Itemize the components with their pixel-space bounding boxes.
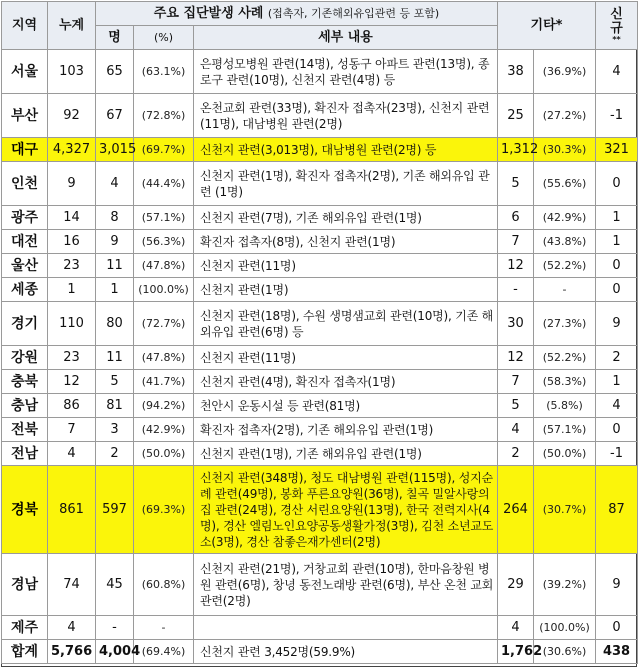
pct-cell: (41.7%) bbox=[134, 370, 194, 394]
detail-cell: 신천지 관련(3,013명), 대남병원 관련(2명) 등 bbox=[194, 138, 498, 162]
new-cell: 9 bbox=[596, 554, 638, 616]
total-cell: 4 bbox=[48, 616, 96, 640]
other-cell: 5 bbox=[498, 394, 534, 418]
total-cell: 4 bbox=[48, 442, 96, 466]
pct-cell: (56.3%) bbox=[134, 230, 194, 254]
total-cell: 1 bbox=[48, 278, 96, 302]
total-cell: 110 bbox=[48, 302, 96, 346]
table-row bbox=[2, 442, 638, 466]
region-cell: 전남 bbox=[2, 442, 48, 466]
new-cell: 438 bbox=[596, 640, 638, 664]
header-row-1 bbox=[2, 2, 638, 26]
region-cell: 경기 bbox=[2, 302, 48, 346]
detail-cell: 신천지 관련(4명), 확진자 접촉자(1명) bbox=[194, 370, 498, 394]
new-cell: 1 bbox=[596, 206, 638, 230]
other-cell: 4 bbox=[498, 418, 534, 442]
new-cell: 0 bbox=[596, 162, 638, 206]
table-row bbox=[2, 138, 638, 162]
region-cell: 서울 bbox=[2, 50, 48, 94]
other-pct-cell: (43.8%) bbox=[534, 230, 596, 254]
header-count: 명 bbox=[96, 26, 134, 50]
other-cell: 12 bbox=[498, 346, 534, 370]
count-cell: 11 bbox=[96, 254, 134, 278]
table-row bbox=[2, 394, 638, 418]
new-cell: -1 bbox=[596, 442, 638, 466]
count-cell: 1 bbox=[96, 278, 134, 302]
other-pct-cell: (39.2%) bbox=[534, 554, 596, 616]
header-other: 기타* bbox=[498, 2, 596, 50]
cluster-cases-table bbox=[1, 1, 638, 664]
table-row bbox=[2, 302, 638, 346]
detail-cell: 확진자 접촉자(8명), 신천지 관련(1명) bbox=[194, 230, 498, 254]
pct-cell: (60.8%) bbox=[134, 554, 194, 616]
pct-cell: (100.0%) bbox=[134, 278, 194, 302]
region-cell: 강원 bbox=[2, 346, 48, 370]
pct-cell: (72.7%) bbox=[134, 302, 194, 346]
region-cell: 제주 bbox=[2, 616, 48, 640]
region-cell: 전북 bbox=[2, 418, 48, 442]
pct-cell: (57.1%) bbox=[134, 206, 194, 230]
pct-cell: (69.3%) bbox=[134, 466, 194, 554]
table-row bbox=[2, 254, 638, 278]
region-cell: 부산 bbox=[2, 94, 48, 138]
detail-cell: 신천지 관련(7명), 기존 해외유입 관련(1명) bbox=[194, 206, 498, 230]
detail-cell: 신천지 관련(21명), 거창교회 관련(10명), 한마음창원 병원 관련(6명), 창녕 동전노래방 관련(6명), 부산 온천 교회 관련(2명) bbox=[194, 554, 498, 616]
new-cell: 4 bbox=[596, 394, 638, 418]
other-pct-cell: (55.6%) bbox=[534, 162, 596, 206]
pct-cell: (50.0%) bbox=[134, 442, 194, 466]
region-cell: 합계 bbox=[2, 640, 48, 664]
total-cell: 103 bbox=[48, 50, 96, 94]
count-cell: 67 bbox=[96, 94, 134, 138]
new-cell: 2 bbox=[596, 346, 638, 370]
new-cell: 4 bbox=[596, 50, 638, 94]
detail-cell: 신천지 관련(348명), 청도 대남병원 관련(115명), 성지순례 관련(49명), 봉화 푸른요양원(36명), 칠곡 밀알사랑의집 관련(24명), 경산 서린요양원(13명), 한국 전력지사(4명), 경산 엘림노인요양공동생활가정(3명), 김천 소년교도소(3명), 경산 참좋은재가센터(2명) bbox=[194, 466, 498, 554]
count-cell: 597 bbox=[96, 466, 134, 554]
total-cell: 23 bbox=[48, 346, 96, 370]
detail-cell: 천안시 운동시설 등 관련(81명) bbox=[194, 394, 498, 418]
other-cell: 5 bbox=[498, 162, 534, 206]
table-row bbox=[2, 50, 638, 94]
new-cell: 9 bbox=[596, 302, 638, 346]
table-row bbox=[2, 346, 638, 370]
other-pct-cell: (30.3%) bbox=[534, 138, 596, 162]
table-row bbox=[2, 466, 638, 554]
table-body bbox=[2, 50, 638, 664]
pct-cell: (47.8%) bbox=[134, 254, 194, 278]
count-cell: 45 bbox=[96, 554, 134, 616]
total-row bbox=[2, 640, 638, 664]
detail-cell: 신천지 관련(11명) bbox=[194, 346, 498, 370]
other-pct-cell: (58.3%) bbox=[534, 370, 596, 394]
region-cell: 충남 bbox=[2, 394, 48, 418]
count-cell: 80 bbox=[96, 302, 134, 346]
detail-cell: 신천지 관련 3,452명(59.9%) bbox=[194, 640, 498, 664]
count-cell: 4 bbox=[96, 162, 134, 206]
table-row bbox=[2, 206, 638, 230]
table-row bbox=[2, 230, 638, 254]
detail-cell: 신천지 관련(1명), 확진자 접촉자(2명), 기존 해외유입 관련 (1명) bbox=[194, 162, 498, 206]
table-row bbox=[2, 94, 638, 138]
region-cell: 광주 bbox=[2, 206, 48, 230]
count-cell: 4,004 bbox=[96, 640, 134, 664]
other-cell: 2 bbox=[498, 442, 534, 466]
table-row bbox=[2, 162, 638, 206]
other-cell: 6 bbox=[498, 206, 534, 230]
other-cell: 7 bbox=[498, 230, 534, 254]
region-cell: 대전 bbox=[2, 230, 48, 254]
other-cell: 264 bbox=[498, 466, 534, 554]
other-cell: 38 bbox=[498, 50, 534, 94]
total-cell: 23 bbox=[48, 254, 96, 278]
other-pct-cell: (100.0%) bbox=[534, 616, 596, 640]
detail-cell: 신천지 관련(1명) bbox=[194, 278, 498, 302]
pct-cell: (44.4%) bbox=[134, 162, 194, 206]
other-cell: 1,762 bbox=[498, 640, 534, 664]
pct-cell: (42.9%) bbox=[134, 418, 194, 442]
detail-cell: 신천지 관련(11명) bbox=[194, 254, 498, 278]
count-cell: 5 bbox=[96, 370, 134, 394]
detail-cell bbox=[194, 616, 498, 640]
region-cell: 대구 bbox=[2, 138, 48, 162]
other-pct-cell: (50.0%) bbox=[534, 442, 596, 466]
other-pct-cell: (27.3%) bbox=[534, 302, 596, 346]
count-cell: 2 bbox=[96, 442, 134, 466]
header-new-line2: 규 bbox=[610, 20, 623, 36]
detail-cell: 신천지 관련(18명), 수원 생명샘교회 관련(10명), 기존 해외유입 관련(6명) 등 bbox=[194, 302, 498, 346]
total-cell: 12 bbox=[48, 370, 96, 394]
header-new-note: ** bbox=[612, 34, 621, 44]
header-region: 지역 bbox=[2, 2, 48, 50]
pct-cell: (69.7%) bbox=[134, 138, 194, 162]
region-cell: 인천 bbox=[2, 162, 48, 206]
other-cell: 30 bbox=[498, 302, 534, 346]
table-row bbox=[2, 370, 638, 394]
other-pct-cell: (27.2%) bbox=[534, 94, 596, 138]
other-cell: 12 bbox=[498, 254, 534, 278]
pct-cell: (47.8%) bbox=[134, 346, 194, 370]
region-cell: 울산 bbox=[2, 254, 48, 278]
total-cell: 16 bbox=[48, 230, 96, 254]
other-pct-cell: - bbox=[534, 278, 596, 302]
total-cell: 4,327 bbox=[48, 138, 96, 162]
detail-cell: 신천지 관련(1명), 기존 해외유입 관련(1명) bbox=[194, 442, 498, 466]
detail-cell: 온천교회 관련(33명), 확진자 접촉자(23명), 신천지 관련(11명), 대남병원 관련(2명) bbox=[194, 94, 498, 138]
header-new bbox=[596, 2, 638, 50]
new-cell: 0 bbox=[596, 254, 638, 278]
count-cell: 65 bbox=[96, 50, 134, 94]
new-cell: 0 bbox=[596, 418, 638, 442]
detail-cell: 확진자 접촉자(2명), 기존 해외유입 관련(1명) bbox=[194, 418, 498, 442]
header-pct: (%) bbox=[134, 26, 194, 50]
count-cell: 8 bbox=[96, 206, 134, 230]
other-cell: 29 bbox=[498, 554, 534, 616]
count-cell: - bbox=[96, 616, 134, 640]
other-pct-cell: (36.9%) bbox=[534, 50, 596, 94]
pct-cell: - bbox=[134, 616, 194, 640]
other-pct-cell: (52.2%) bbox=[534, 346, 596, 370]
new-cell: 321 bbox=[596, 138, 638, 162]
region-cell: 세종 bbox=[2, 278, 48, 302]
other-pct-cell: (5.8%) bbox=[534, 394, 596, 418]
header-major-cases bbox=[96, 2, 498, 26]
header-total: 누계 bbox=[48, 2, 96, 50]
count-cell: 9 bbox=[96, 230, 134, 254]
table-row bbox=[2, 554, 638, 616]
new-cell: -1 bbox=[596, 94, 638, 138]
region-cell: 경북 bbox=[2, 466, 48, 554]
total-cell: 5,766 bbox=[48, 640, 96, 664]
total-cell: 14 bbox=[48, 206, 96, 230]
other-cell: 4 bbox=[498, 616, 534, 640]
detail-cell: 은평성모병원 관련(14명), 성동구 아파트 관련(13명), 종로구 관련(10명), 신천지 관련(4명) 등 bbox=[194, 50, 498, 94]
table-row bbox=[2, 278, 638, 302]
pct-cell: (72.8%) bbox=[134, 94, 194, 138]
count-cell: 3 bbox=[96, 418, 134, 442]
new-cell: 1 bbox=[596, 230, 638, 254]
new-cell: 87 bbox=[596, 466, 638, 554]
total-cell: 86 bbox=[48, 394, 96, 418]
count-cell: 3,015 bbox=[96, 138, 134, 162]
table-row bbox=[2, 616, 638, 640]
other-cell: 1,312 bbox=[498, 138, 534, 162]
header-major-cases-note: (접촉자, 기존해외유입관련 등 포함) bbox=[267, 6, 440, 20]
total-cell: 74 bbox=[48, 554, 96, 616]
pct-cell: (69.4%) bbox=[134, 640, 194, 664]
header-major-cases-title: 주요 집단발생 사례 bbox=[153, 5, 264, 21]
new-cell: 0 bbox=[596, 278, 638, 302]
count-cell: 11 bbox=[96, 346, 134, 370]
total-cell: 92 bbox=[48, 94, 96, 138]
other-cell: 7 bbox=[498, 370, 534, 394]
other-pct-cell: (57.1%) bbox=[534, 418, 596, 442]
total-cell: 861 bbox=[48, 466, 96, 554]
other-pct-cell: (42.9%) bbox=[534, 206, 596, 230]
other-pct-cell: (30.6%) bbox=[534, 640, 596, 664]
other-cell: 25 bbox=[498, 94, 534, 138]
pct-cell: (63.1%) bbox=[134, 50, 194, 94]
region-cell: 경남 bbox=[2, 554, 48, 616]
pct-cell: (94.2%) bbox=[134, 394, 194, 418]
other-cell: - bbox=[498, 278, 534, 302]
total-cell: 7 bbox=[48, 418, 96, 442]
other-pct-cell: (52.2%) bbox=[534, 254, 596, 278]
new-cell: 1 bbox=[596, 370, 638, 394]
header-details: 세부 내용 bbox=[194, 26, 498, 50]
total-cell: 9 bbox=[48, 162, 96, 206]
table-row bbox=[2, 418, 638, 442]
count-cell: 81 bbox=[96, 394, 134, 418]
new-cell: 0 bbox=[596, 616, 638, 640]
region-cell: 충북 bbox=[2, 370, 48, 394]
other-pct-cell: (30.7%) bbox=[534, 466, 596, 554]
header-new-line1: 신 bbox=[610, 6, 623, 22]
